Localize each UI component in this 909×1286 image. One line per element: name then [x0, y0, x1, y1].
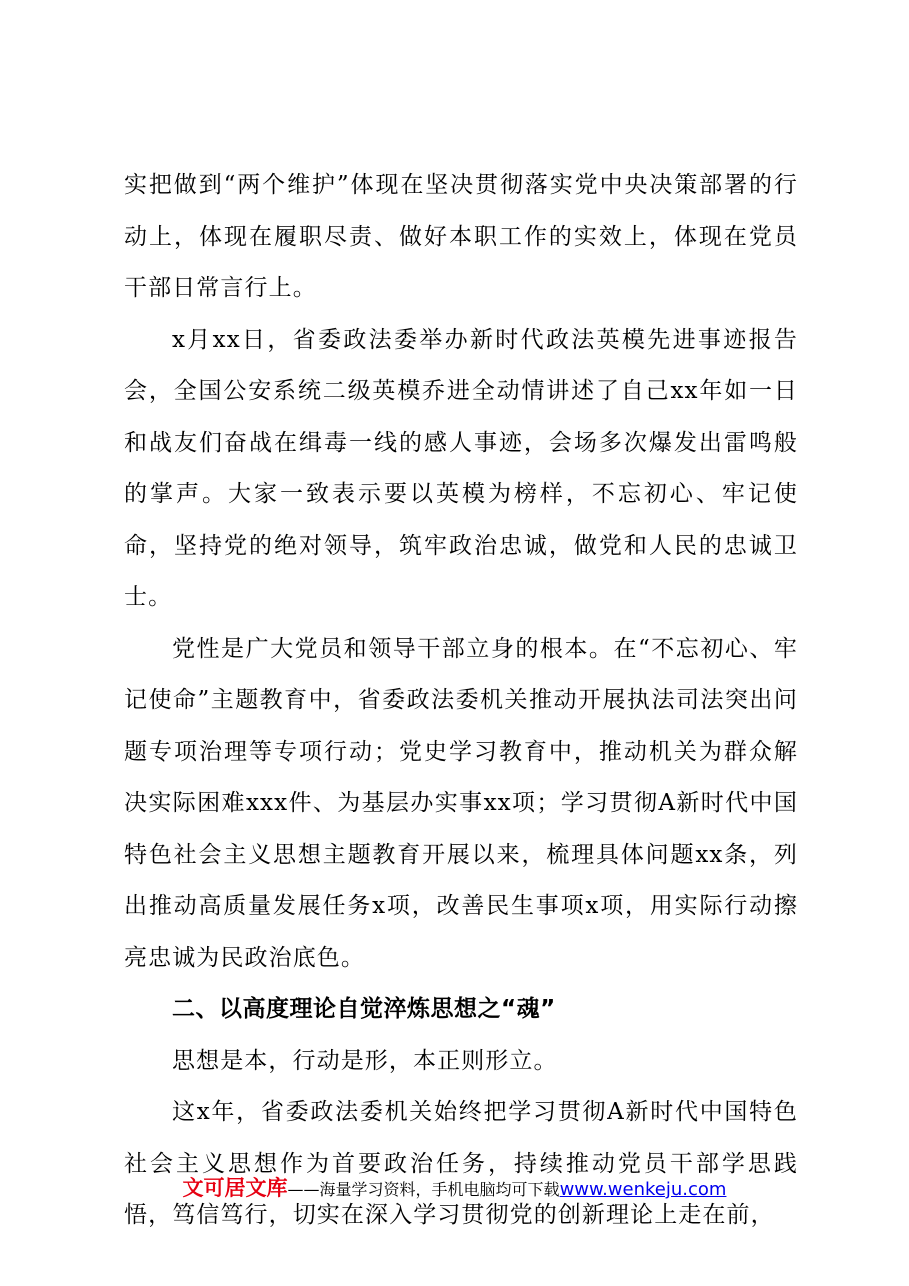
paragraph-thought: 思想是本，行动是形，本正则形立。	[172, 1047, 558, 1074]
footer-slogan: 海量学习资料，手机电脑均可下载	[319, 1180, 560, 1199]
document-body	[124, 160, 798, 1242]
paragraph-party-spirit: 党性是广大党员和领导干部立身的根本。在“不忘初心、牢记使命”主题教育中，省委政法委机关推动开展执法司法突出问题专项治理等专项行动；党史学习教育中，推动机关为群众解决实际困难xxx件、为基层办实事xx项；学习贯彻A新时代中国特色社会主义思想主题教育开展以来，梳理具体问题xx条，列出推动高质量发展任务x项，改善民生事项x项，用实际行动擦亮忠诚为民政治底色。	[124, 635, 798, 971]
footer-link[interactable]: www.wenkeju.com	[559, 1179, 727, 1200]
footer-brand: 文可居文库	[182, 1176, 288, 1200]
footer-separator: ——	[287, 1180, 320, 1199]
footer-banner	[0, 1174, 909, 1204]
section-heading: 二、以高度理论自觉淬炼思想之“魂”	[172, 996, 556, 1022]
paragraph-study: 这x年，省委政法委机关始终把学习贯彻A新时代中国特色社会主义思想作为首要政治任务，持续推动党员干部学思践悟，笃信笃行，切实在深入学习贯彻党的创新理论上走在前，	[124, 1099, 798, 1228]
paragraph-continuation: 实把做到“两个维护”体现在坚决贯彻落实党中央决策部署的行动上，体现在履职尽责、做好本职工作的实效上，体现在党员干部日常言行上。	[124, 172, 798, 301]
paragraph-hero-report: x月xx日，省委政法委举办新时代政法英模先进事迹报告会，全国公安系统二级英模乔进全动情讲述了自己xx年如一日和战友们奋战在缉毒一线的感人事迹，会场多次爆发出雷鸣般的掌声。大家一致表示要以英模为榜样，不忘初心、牢记使命，坚持党的绝对领导，筑牢政治忠诚，做党和人民的忠诚卫士。	[124, 326, 798, 610]
